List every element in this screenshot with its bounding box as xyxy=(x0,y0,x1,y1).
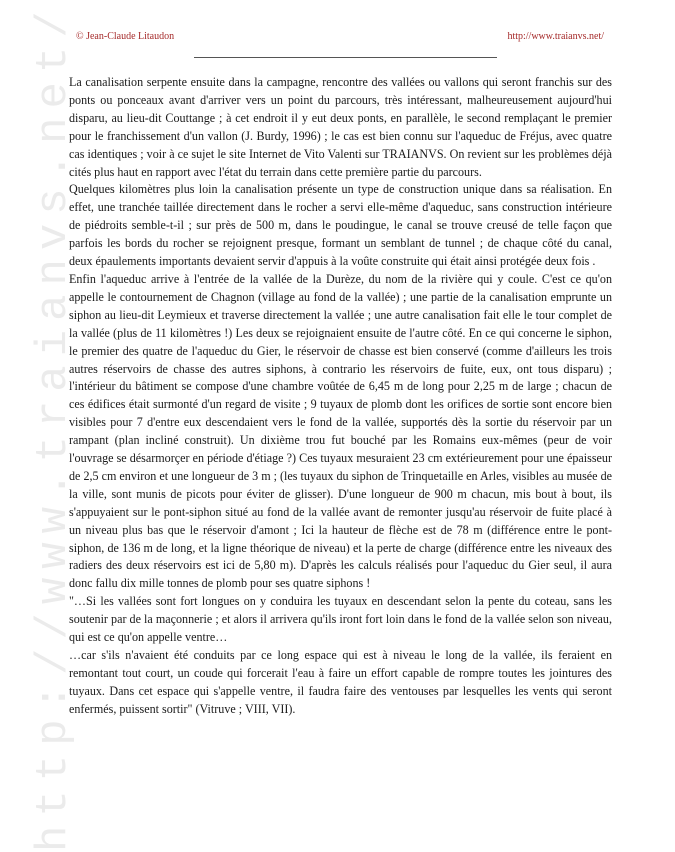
paragraph-siphon-chagnon: Enfin l'aqueduc arrive à l'entrée de la vallée de la Durèze, du nom de la rivière qui y coule. C'est ce qu'on appelle le contournement de Chagnon (village au fond de la vallée) ; une partie de la canalisation emprunte un siphon au lieu-dit Leymieux et traverse directement la vallée ; une autre canalisation fait elle le tour complet de la vallée (plus de 11 kilomètres !) Les deux se rejoignaient ensuite de l'autre côté. En ce qui concerne le siphon, le premier des quatre de l'aqueduc du Gier, le réservoir de chasse est bien conservé (comme d'ailleurs les trois autres réservoirs de chasse des autres siphons, à contrario les réservoirs de fuite, eux, ont tous disparu) ; l'intérieur du bâtiment se compose d'une chambre voûtée de 6,45 m de long pour 2,25 m de large ; chacun de ces édifices était surmonté d'un regard de visite ; 9 tuyaux de plomb dont les orifices de sortie sont encore bien visibles pour 7 d'entre eux descendaient vers le fond de la vallée, supportés dès la sortie du réservoir par un rampant (plan incliné construit). Un dixième trou fut bouché par les Romains eux-mêmes (peur de voir l'ouvrage se désarmorçer en période d'étiage ?) Ces tuyaux mesuraient 23 cm extérieurement pour une épaisseur de 2,5 cm environ et une longueur de 3 m ; (les tuyaux du siphon de Trinquetaille en Arles, visibles au musée de la ville, sont munis de picots pour éviter de glisser). D'une longueur de 900 m chacun, mis bout à bout, ils s'appuyaient sur le pont-siphon situé au fond de la vallée avant de remonter jusqu'au réservoir de fuite placé à un niveau plus bas que le réservoir d'amont ; Ici la hauteur de flèche est de 78 m (différence entre le pont-siphon, de 136 m de long, et la ligne théorique de niveau) et la perte de charge (différence entre les niveaux des radiers des deux réservoirs est ici de 5,80 m). D'après les calculs réalisés pour l'aqueduc du Gier seul, il aura donc fallu dix mille tonnes de plomb pour ses quatre siphons ! xyxy=(69,271,612,591)
paragraph-tranchee: Quelques kilomètres plus loin la canalisation présente un type de construction unique dans sa réalisation. En effet, une tranchée taillée directement dans le rocher a servi elle-même d'aqueduc, sans construction intérieure de piédroits semble-t-il ; sur près de 500 m, dans le poudingue, le canal se trouve creusé de telle façon que parfois les bords du rocher se rejoignent presque, formant un semblant de tunnel ; de chaque côté du canal, deux épaulements importants devaient servir d'appuis à la voûte construite qui était ainsi protégée deux fois . xyxy=(69,182,612,269)
page-header xyxy=(0,31,675,45)
site-url-link[interactable]: http://www.traianvs.net/ xyxy=(507,31,604,42)
watermark: http://www.traianvs.net/ xyxy=(29,2,79,852)
paragraph-vitruve-quote-2: …car s'ils n'avaient été conduits par ce long espace qui est à niveau le long de la vallée, ils feraient en remontant tout court, un coude qui forcerait l'eau à faire un effort capable de rompre toutes les jointures des tuyaux. Dans cet espace qui s'appelle ventre, il faudra faire des ventouses par lesquelles les vents qui seront enfermés, puissent sortir" (Vitruve ; VIII, VII). xyxy=(69,648,612,716)
copyright-notice: © Jean-Claude Litaudon xyxy=(76,31,175,42)
header-divider xyxy=(194,57,497,58)
article-body xyxy=(69,74,612,719)
paragraph-couttange: La canalisation serpente ensuite dans la campagne, rencontre des vallées ou vallons qui seront franchis sur des ponts ou ponceaux avant d'arriver vers un point du parcours, très intéressant, malheureusement aujourd'hui disparu, au lieu-dit Couttange ; à cet endroit il y eut deux ponts, en parallèle, le second remplaçant le premier pour le franchissement d'un vallon (J. Burdy, 1996) ; le cas est bien connu sur l'aqueduc de Fréjus, avec quatre cas identiques ; voir à ce sujet le site Internet de Vito Valenti sur TRAIANVS. On revient sur les problèmes déjà cités plus haut en rapport avec l'état du terrain dans cette première partie du parcours. xyxy=(69,75,612,179)
paragraph-vitruve-quote-1: "…Si les vallées sont fort longues on y conduira les tuyaux en descendant selon la pente du coteau, sans les soutenir par de la maçonnerie ; et alors il arrivera qu'ils iront fort loin dans le fond de la vallée selon son niveau, qui est ce qu'on appelle ventre… xyxy=(69,594,612,645)
